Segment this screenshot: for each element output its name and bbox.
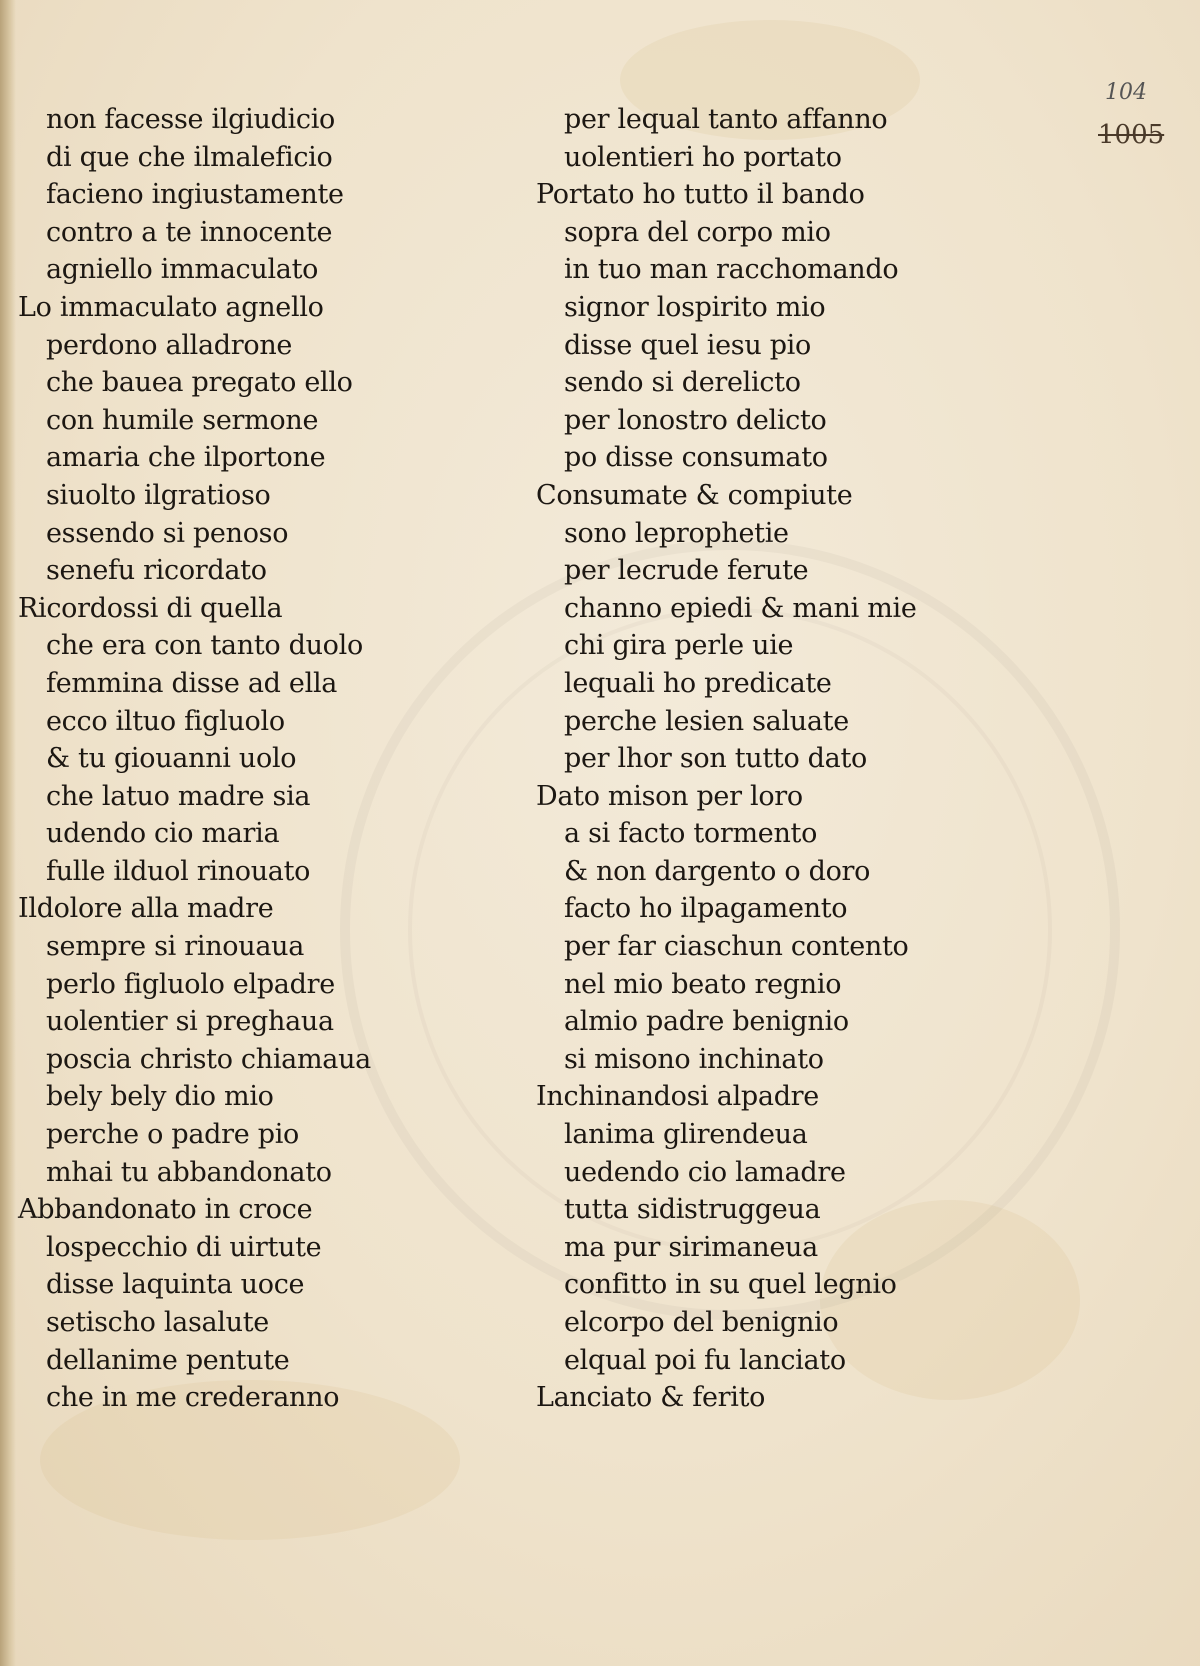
text-column-left: [18, 101, 518, 1417]
verse-line: disse quel iesu pio: [564, 329, 811, 361]
verse-line: siuolto ilgratioso: [46, 479, 271, 511]
verse-line: a si facto tormento: [564, 818, 818, 850]
verse-line: & non dargento o doro: [564, 855, 871, 887]
verse-line: che in me crederanno: [46, 1382, 340, 1414]
verse-line: perche lesien saluate: [564, 705, 849, 737]
verse-line: dellanime pentute: [46, 1344, 290, 1376]
verse-line: signor lospirito mio: [564, 291, 826, 323]
verse-line: si misono inchinato: [564, 1043, 824, 1075]
verse-line: perche o padre pio: [46, 1119, 299, 1151]
verse-line: per far ciaschun contento: [564, 931, 909, 963]
verse-line: mhai tu abbandonato: [46, 1156, 332, 1188]
verse-line: elcorpo del benignio: [564, 1307, 839, 1338]
verse-line: channo epiedi & mani mie: [564, 592, 917, 624]
verse-line: setischo lasalute: [46, 1307, 269, 1338]
verse-line: con humile sermone: [46, 404, 319, 436]
verse-line: sendo si derelicto: [564, 367, 801, 399]
verse-line: perlo figluolo elpadre: [46, 968, 335, 1000]
verse-line: ecco iltuo figluolo: [46, 705, 285, 737]
verse-line: poscia christo chiamaua: [46, 1043, 371, 1075]
verse-line: senefu ricordato: [46, 555, 267, 587]
stanza-first-line: Ildolore alla madre: [18, 893, 274, 925]
verse-line: po disse consumato: [564, 442, 828, 474]
verse-line: chi gira perle uie: [564, 630, 794, 662]
folio-number: 104: [1105, 80, 1147, 105]
verse-line: per lonostro delicto: [564, 404, 827, 436]
verse-line: di que che ilmaleficio: [46, 141, 333, 173]
verse-line: sempre si rinouaua: [46, 931, 305, 963]
verse-line: elqual poi fu lanciato: [564, 1344, 846, 1376]
verse-line: essendo si penoso: [46, 517, 289, 549]
binding-edge: [0, 0, 16, 1666]
verse-line: contro a te innocente: [46, 216, 333, 248]
text-column-right: [536, 101, 1016, 1417]
verse-line: che latuo madre sia: [46, 780, 311, 812]
verse-line: non facesse ilgiudicio: [46, 104, 335, 135]
verse-line: facto ho ilpagamento: [564, 893, 848, 925]
verse-line: & tu giouanni uolo: [46, 743, 297, 775]
verse-line: in tuo man racchomando: [564, 254, 899, 286]
stanza-first-line: Lo immaculato agnello: [18, 291, 324, 323]
verse-line: uedendo cio lamadre: [564, 1156, 846, 1188]
stanza-first-line: Inchinandosi alpadre: [536, 1081, 819, 1113]
stanza-first-line: Dato mison per loro: [536, 780, 803, 812]
stanza-first-line: Ricordossi di quella: [18, 592, 283, 624]
verse-line: udendo cio maria: [46, 818, 280, 850]
stanza-first-line: Lanciato & ferito: [536, 1382, 766, 1414]
verse-line: sopra del corpo mio: [564, 216, 831, 248]
verse-line: per lequal tanto affanno: [564, 104, 888, 135]
verse-line: sono leprophetie: [564, 517, 789, 549]
verse-line: confitto in su quel legnio: [564, 1269, 897, 1301]
verse-line: facieno ingiustamente: [46, 179, 344, 211]
verse-line: lanima glirendeua: [564, 1119, 808, 1151]
verse-line: per lecrude ferute: [564, 555, 809, 587]
verse-line: che era con tanto duolo: [46, 630, 363, 662]
verse-line: femmina disse ad ella: [46, 667, 338, 699]
stanza-first-line: Portato ho tutto il bando: [536, 179, 865, 211]
verse-line: amaria che ilportone: [46, 442, 326, 474]
verse-line: perdono alladrone: [46, 329, 293, 361]
verse-line: che bauea pregato ello: [46, 367, 353, 399]
verse-line: tutta sidistruggeua: [564, 1194, 821, 1226]
verse-line: ma pur sirimaneua: [564, 1231, 818, 1263]
verse-line: uolentier si preghaua: [46, 1006, 334, 1038]
stanza-first-line: Consumate & compiute: [536, 479, 853, 511]
stanza-first-line: Abbandonato in croce: [18, 1194, 313, 1226]
verse-line: fulle ilduol rinouato: [46, 855, 311, 887]
verse-line: lospecchio di uirtute: [46, 1231, 322, 1263]
verse-line: disse laquinta uoce: [46, 1269, 305, 1301]
old-folio-number-struck: 1005: [1098, 120, 1165, 150]
verse-line: nel mio beato regnio: [564, 968, 842, 1000]
verse-line: agniello immaculato: [46, 254, 319, 286]
verse-line: bely bely dio mio: [46, 1081, 274, 1113]
verse-line: lequali ho predicate: [564, 667, 832, 699]
verse-line: almio padre benignio: [564, 1006, 849, 1038]
verse-line: per lhor son tutto dato: [564, 743, 867, 775]
verse-line: uolentieri ho portato: [564, 141, 842, 173]
